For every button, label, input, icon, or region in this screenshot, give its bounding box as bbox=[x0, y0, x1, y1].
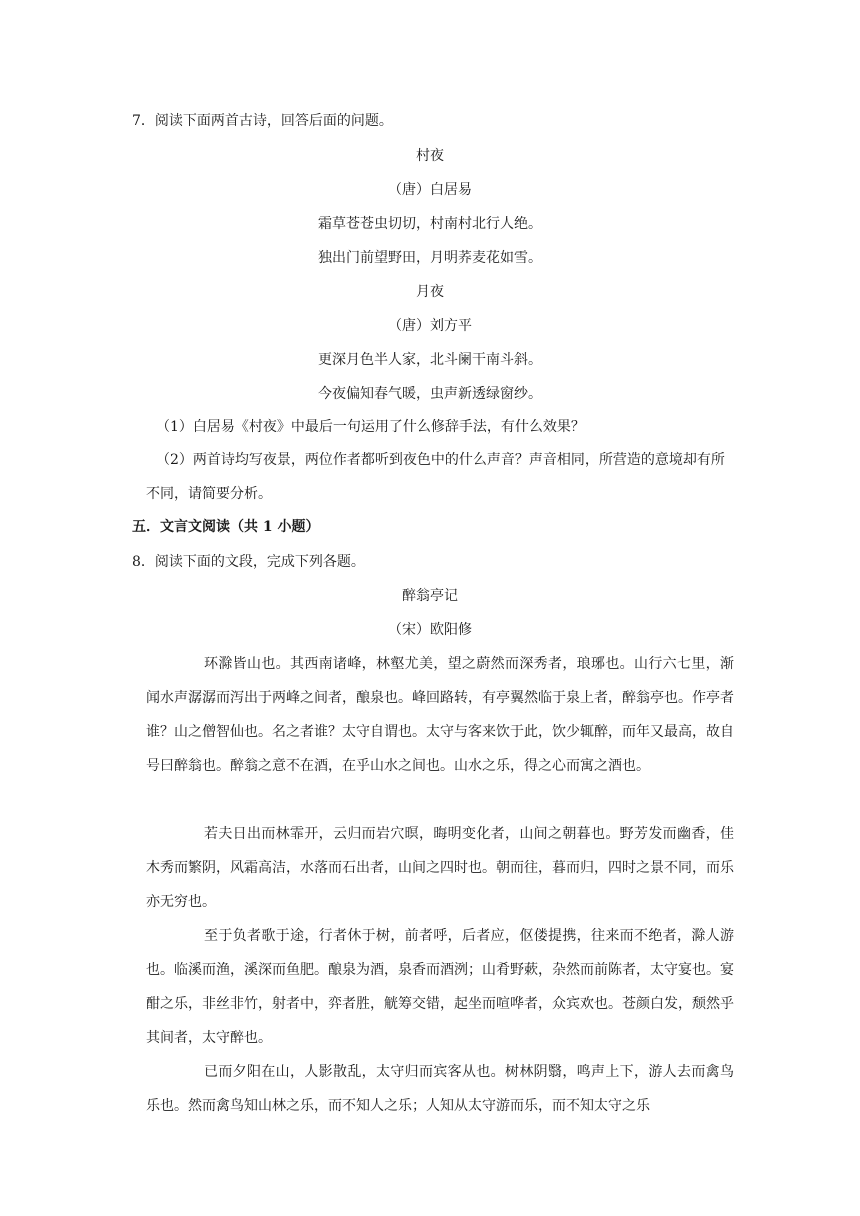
poem1-title: 村夜 bbox=[416, 148, 444, 164]
question-8-prompt: 8．阅读下面的文段，完成下列各题。 bbox=[132, 554, 365, 570]
poem2-line-1: 更深月色半人家，北斗阑干南斗斜。 bbox=[318, 352, 542, 368]
question-7-prompt: 7．阅读下面两首古诗，回答后面的问题。 bbox=[132, 113, 393, 129]
poem2-line-2: 今夜偏知春气暖，虫声新透绿窗纱。 bbox=[318, 386, 542, 402]
poem1-line-2: 独出门前望野田，月明荞麦花如雪。 bbox=[318, 250, 542, 266]
poem2-title: 月夜 bbox=[416, 284, 444, 300]
essay-paragraph-1: 环滁皆山也。其西南诸峰，林壑尤美，望之蔚然而深秀者，琅琊也。山行六七里，渐闻水声潺潺而泻出于两峰之间者，酿泉也。峰回路转，有亭翼然临于泉上者，醉翁亭也。作亭者谁？山之僧智仙也。名之者谁？太守自谓也。太守与客来饮于此，饮少辄醉，而年又最高，故自号曰醉翁也。醉翁之意不在酒，在乎山水之间也。山水之乐，得之心而寓之酒也。 bbox=[146, 656, 734, 774]
poem1-author: （唐）白居易 bbox=[388, 182, 472, 198]
essay-paragraph-3: 至于负者歌于途，行者休于树，前者呼，后者应，伛偻提携，往来而不绝者，滁人游也。临溪而渔，溪深而鱼肥。酿泉为酒，泉香而酒洌；山肴野蔌，杂然而前陈者，太守宴也。宴酣之乐，非丝非竹，射者中，弈者胜，觥筹交错，起坐而喧哗者，众宾欢也。苍颜白发，颓然乎其间者，太守醉也。 bbox=[146, 928, 734, 1046]
poem1-line-1: 霜草苍苍虫切切，村南村北行人绝。 bbox=[318, 216, 542, 232]
question-7-sub-1: （1）白居易《村夜》中最后一句运用了什么修辞手法，有什么效果？ bbox=[156, 419, 585, 435]
question-7-sub-2: （2）两首诗均写夜景，两位作者都听到夜色中的什么声音？声音相同，所营造的意境却有所不同，请简要分析。 bbox=[146, 452, 725, 502]
essay-paragraph-4: 已而夕阳在山，人影散乱，太守归而宾客从也。树林阴翳，鸣声上下，游人去而禽鸟乐也。然而禽鸟知山林之乐，而不知人之乐；人知从太守游而乐，而不知太守之乐 bbox=[146, 1064, 734, 1114]
essay-paragraph-2: 若夫日出而林霏开，云归而岩穴暝，晦明变化者，山间之朝暮也。野芳发而幽香，佳木秀而繁阴，风霜高洁，水落而石出者，山间之四时也。朝而往，暮而归，四时之景不同，而乐亦无穷也。 bbox=[146, 826, 734, 910]
section-5-heading: 五．文言文阅读（共 1 小题） bbox=[132, 519, 320, 535]
essay-title: 醉翁亭记 bbox=[402, 588, 458, 604]
poem2-author: （唐）刘方平 bbox=[388, 318, 472, 334]
essay-author: （宋）欧阳修 bbox=[388, 622, 472, 638]
